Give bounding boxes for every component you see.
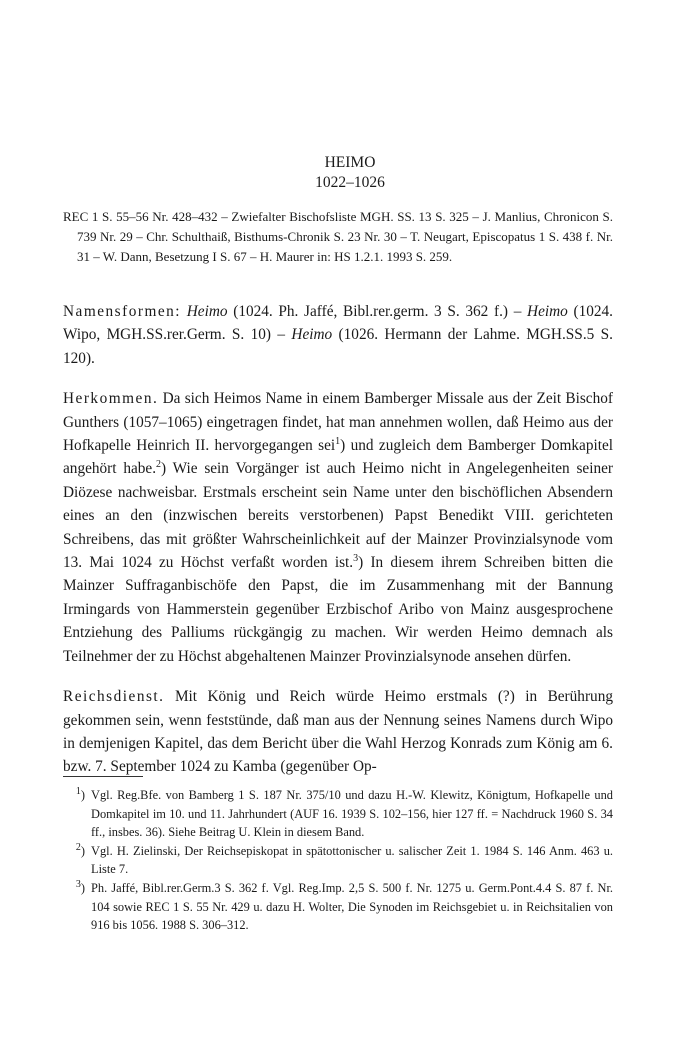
sources-text: REC 1 S. 55–56 Nr. 428–432 – Zwiefalter Bischofsliste MGH. SS. 13 S. 325 – J. Manlius, Chronicon S. 739 Nr. 29 – Chr. Schulthaiß, Bisthums-Chronik S. 23 Nr. 30 – T. Neugart, Episcopatus 1 S. 438 f. Nr. 31 – W. Dann, Besetzung I S. 67 – H. Maurer in: HS 1.2.1. 1993 S. 259. (63, 209, 613, 265)
footnote (63, 786, 613, 842)
paragraph-text: Da sich Heimos Name in einem Bamberger Missale aus der Zeit Bischof Gunthers (1057–1065) eingetragen findet, hat man annehmen wollen, daß Heimo aus der Hofkapelle Heinrich II. hervorgegangen sei (63, 390, 613, 455)
footnote-divider (63, 776, 143, 777)
section-label: Namensformen: (63, 303, 182, 320)
paragraph-text: ) In diesem ihrem Schreiben bitten die Mainzer Suffraganbischöfe den Papst, die im Zusammenhang mit der Bannung Irmingards von Hammerstein gegenüber Erzbischof Aribo von Mainz ausgesprochene Entziehung des Palliums rückgängig zu machen. Wir werden Heimo demnach als Teilnehmer der zu Höchst abgehaltenen Mainzer Provinzialsynode ansehen dürfen. (63, 554, 613, 665)
footnote-ref[interactable]: 2 (156, 459, 162, 471)
footnote-text: Vgl. Reg.Bfe. von Bamberg 1 S. 187 Nr. 375/10 und dazu H.-W. Klewitz, Königtum, Hofkapelle und Domkapitel im 10. und 11. Jahrhundert (AUF 16. 1939 S. 102–156, hier 127 ff. = Nachdruck 1960 S. 34 ff., insbes. 36). Siehe Beitrag U. Klein in diesem Band. (91, 788, 613, 840)
footnote-number: $^2$) (75, 841, 85, 858)
paragraph-reichsdienst (63, 685, 613, 779)
name-form: Heimo (527, 303, 568, 320)
bishop-name: HEIMO (324, 154, 376, 171)
sources-block (63, 207, 613, 268)
section-label: Herkommen. (63, 390, 159, 408)
footnote (63, 879, 613, 935)
paragraph-text: ) und zugleich dem Bamberger Domkapitel angehört habe. (63, 437, 614, 478)
footnotes (63, 786, 613, 935)
page-heading (0, 153, 700, 193)
footnote (63, 842, 613, 879)
footnote-number: $^1$) (75, 785, 85, 802)
name-form: Heimo (186, 303, 228, 320)
paragraph-text: (1024. Ph. Jaffé, Bibl.rer.germ. 3 S. 362 f.) – (227, 303, 528, 320)
paragraph-namensformen (63, 300, 613, 370)
footnote-ref[interactable]: 1 (335, 435, 341, 447)
footnote-text: Ph. Jaffé, Bibl.rer.Germ.3 S. 362 f. Vgl. Reg.Imp. 2,5 S. 500 f. Nr. 1275 u. Germ.Pont.4.4 S. 87 f. Nr. 104 sowie REC 1 S. 55 Nr. 429 u. dazu H. Wolter, Die Synoden im Reichsgebiet u. in Reichsitalien von 916 bis 1056. 1988 S. 306–312. (91, 880, 613, 933)
body-text (63, 300, 613, 796)
paragraph-herkommen (63, 387, 613, 668)
paragraph-text: (1024. Wipo, MGH.SS.rer.Germ. S. 10) – (63, 303, 613, 344)
footnote-text: Vgl. H. Zielinski, Der Reichsepiskopat in spätottonischer u. salischer Zeit 1. 1984 S. 146 Anm. 463 u. Liste 7. (91, 843, 613, 877)
footnote-ref[interactable]: 3 (353, 552, 359, 564)
paragraph-text: (1026. Hermann der Lahme. MGH.SS.5 S. 120). (63, 326, 613, 367)
footnote-number: $^3$) (75, 878, 85, 895)
name-form: Heimo (291, 326, 333, 344)
tenure-dates: 1022–1026 (315, 174, 385, 191)
paragraph-text: Mit König und Reich würde Heimo erstmals (?) in Berührung gekommen sein, wenn feststünde, daß man aus der Nennung seines Namens durch Wipo in demjenigen Kapitel, das dem Bericht über die Wahl Herzog Konrads zum König am 6. bzw. 7. September 1024 zu Kamba (gegenüber Op- (63, 688, 613, 776)
section-label: Reichsdienst. (63, 688, 165, 706)
paragraph-text: ) Wie sein Vorgänger ist auch Heimo nicht in Angelegenheiten seiner Diözese nachweisbar. Erstmals erscheint sein Name unter den bischöflichen Absendern eines an den (inzwischen bereits verstorbenen) Papst Benedikt VIII. gerichteten Schreibens, das mit größter Wahrscheinlichkeit auf der Mainzer Provinzialsynode vom 13. Mai 1024 zu Höchst verfaßt worden ist. (63, 460, 613, 572)
